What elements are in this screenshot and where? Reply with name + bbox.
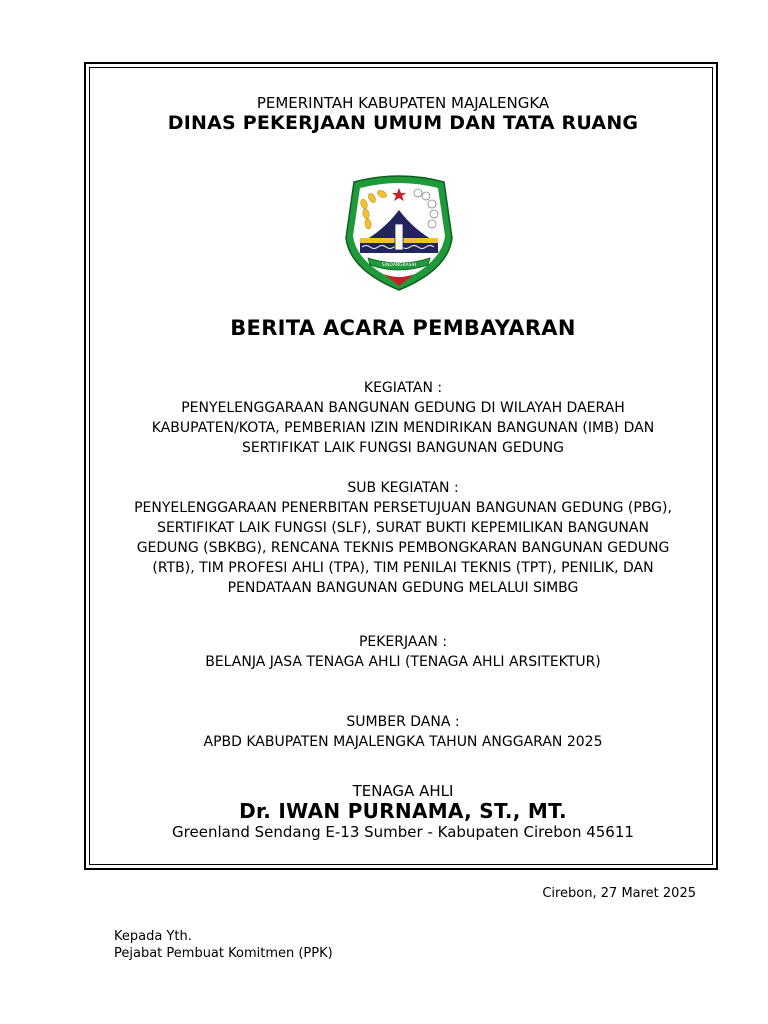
kegiatan-line: SERTIFIKAT LAIK FUNGSI BANGUNAN GEDUNG: [241, 440, 565, 456]
cover-frame: [84, 62, 718, 870]
sub-kegiatan-line: (RTB), TIM PROFESI AHLI (TPA), TIM PENILAI TEKNIS (TPT), PENILIK, DAN: [152, 560, 654, 576]
sumber-dana-value: APBD KABUPATEN MAJALENGKA TAHUN ANGGARAN 2025: [203, 734, 603, 750]
emblem-ribbon-text: SINDANGKASIH: [381, 263, 417, 268]
recipient-salutation: Kepada Yth.: [114, 929, 192, 944]
sub-kegiatan-line: GEDUNG (SBKBG), RENCANA TEKNIS PEMBONGKARAN BANGUNAN GEDUNG: [136, 540, 670, 556]
document-title: BERITA ACARA PEMBAYARAN: [230, 316, 576, 340]
sub-kegiatan-line: PENYELENGGARAAN PENERBITAN PERSETUJUAN BANGUNAN GEDUNG (PBG),: [134, 500, 672, 516]
sumber-dana-label: SUMBER DANA :: [346, 714, 460, 730]
sub-kegiatan-label: SUB KEGIATAN :: [347, 480, 459, 496]
majalengka-emblem-logo: [344, 172, 454, 292]
kegiatan-line: PENYELENGGARAAN BANGUNAN GEDUNG DI WILAYAH DAERAH: [181, 400, 625, 416]
pekerjaan-label: PEKERJAAN :: [358, 634, 448, 650]
kegiatan-line: KABUPATEN/KOTA, PEMBERIAN IZIN MENDIRIKAN BANGUNAN (IMB) DAN: [151, 420, 655, 436]
kegiatan-label: KEGIATAN :: [363, 380, 443, 396]
agency-name: DINAS PEKERJAAN UMUM DAN TATA RUANG: [167, 112, 639, 134]
sub-kegiatan-line: PENDATAAN BANGUNAN GEDUNG MELALUI SIMBG: [227, 580, 579, 596]
government-name: PEMERINTAH KABUPATEN MAJALENGKA: [256, 94, 550, 112]
recipient-title: Pejabat Pembuat Komitmen (PPK): [114, 946, 333, 961]
tenaga-ahli-name: Dr. IWAN PURNAMA, ST., MT.: [239, 799, 567, 823]
pekerjaan-value: BELANJA JASA TENAGA AHLI (TENAGA AHLI ARSITEKTUR): [205, 654, 601, 670]
tenaga-ahli-label: TENAGA AHLI: [352, 782, 454, 800]
sub-kegiatan-line: SERTIFIKAT LAIK FUNGSI (SLF), SURAT BUKTI KEPEMILIKAN BANGUNAN: [157, 520, 649, 536]
document-date: Cirebon, 27 Maret 2025: [542, 886, 696, 901]
tenaga-ahli-address: Greenland Sendang E-13 Sumber - Kabupaten Cirebon 45611: [172, 823, 634, 841]
